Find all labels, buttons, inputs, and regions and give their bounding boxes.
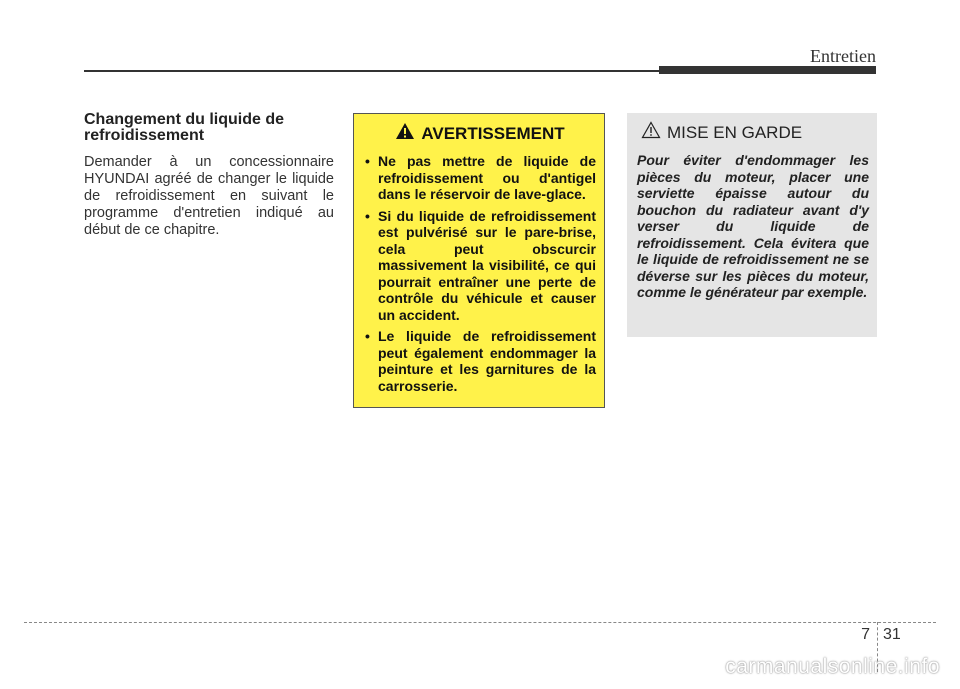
running-header: Entretien (810, 46, 876, 66)
page-number: 31 (883, 626, 901, 643)
warning-box (353, 113, 605, 408)
warning-item: • Ne pas mettre de liquide de refroidissement ou d'antigel dans le réservoir de lave-glace. (364, 153, 596, 203)
chapter-number: 7 (861, 626, 870, 643)
caution-heading: MISE EN GARDE (667, 122, 803, 142)
caution-text: Pour éviter d'endommager les pièces du moteur, placer une serviette épaisse autour du bouchon du radiateur avant d'y verser du liquide de refroidissement. Cela évitera que le liquide de refroidissement ne se déverse sur les pièces du moteur, comme le générateur par exemple. (637, 152, 869, 300)
header-rule-thick (659, 66, 876, 74)
warning-header (364, 122, 596, 145)
watermark: carmanualsonline.info (725, 655, 940, 678)
warning-item: • Le liquide de refroidissement peut également endommager la peinture et les garnitures de la carrosserie. (364, 328, 596, 394)
footer-dashed-rule (24, 622, 936, 623)
header-rule-thin (84, 70, 664, 72)
caution-header (637, 121, 869, 144)
section-title: Changement du liquide de refroidissement (84, 111, 285, 144)
caution-box (627, 113, 877, 337)
main-column (84, 112, 334, 239)
warning-triangle-outline-icon (641, 121, 661, 144)
warning-item: • Si du liquide de refroidissement est pulvérisé sur le pare-brise, cela peut obscurcir massivement la visibilité, ce qui pourrait entraîner une perte de contrôle du véhicule et causer un accident. (364, 208, 596, 324)
warning-list (364, 153, 596, 394)
warning-heading: AVERTISSEMENT (421, 123, 565, 143)
body-paragraph: Demander à un concessionnaire HYUNDAI agréé de changer le liquide de refroidissement en suivant le programme d'entretien indiqué au début de ce chapitre. (84, 154, 334, 238)
warning-triangle-filled-icon (395, 122, 415, 145)
